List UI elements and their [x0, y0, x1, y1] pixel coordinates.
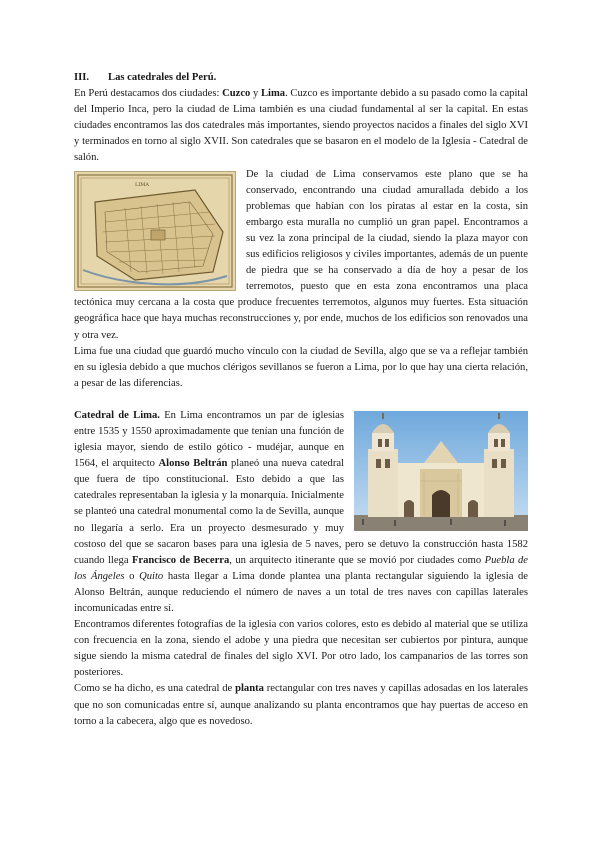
intro-lima: Lima	[260, 88, 286, 100]
svg-text:LIMA: LIMA	[135, 181, 150, 188]
document-body	[74, 70, 528, 730]
cathedral-photo-image	[354, 411, 528, 531]
catedral-heading: Catedral de Lima.	[74, 409, 160, 421]
lima-map-figure	[74, 171, 236, 291]
intro-text-2: y	[250, 88, 261, 100]
lima-map-image	[74, 171, 236, 291]
cathedral-photo-drawing	[354, 411, 528, 531]
intro-cuzco: Cuzco	[222, 88, 251, 100]
puebla-de-los-angeles: Puebla de los Ángeles	[74, 554, 528, 582]
catedral-text-1: En Lima encontramos un par de iglesias entre 1535 y 1550 aproximadamente que tenían una función de iglesia mayor, siendo de estilo gótico - mudéjar, aunque en 1564, el arquitecto	[74, 409, 344, 470]
section-title: Las catedrales del Perú.	[108, 72, 217, 83]
intro-text-1: En Perú destacamos dos ciudades:	[74, 88, 223, 100]
intro-text-3: . Cuzco es importante debido a su pasado como la capital del Imperio Inca, pero la ciudad de Lima también es una ciudad fundamental al ser la capital. En estas ciudades encontramos las dos catedrales más importantes, siendo proyectos nacidos a finales del siglo XVI y terminados en torno al siglo XVII. Son catedrales que se basaron en el modelo de la Iglesia - Catedral de salón.	[74, 88, 529, 164]
section-heading	[74, 70, 528, 86]
catedral-text-4: o	[124, 570, 140, 582]
paragraph-fotografias: Encontramos diferentes fotografías de la iglesia con varios colores, esto es debido al material que se utiliza con frecuencia en la zona, siendo el adobe y una piedra que necesitan ser cubiertos por pintura, aunque sigue siendo la misma catedral de finales del siglo XVI. Por otro lado, los campanarios de las torres son posteriores.	[74, 619, 528, 679]
paragraph-lima-sevilla: Lima fue una ciudad que guardó mucho vínculo con la ciudad de Sevilla, algo que se va a reflejar también en su iglesia debido a que muchos clérigos sevillanos se fueron a Lima, por lo que hay una cierta relación, a pesar de las diferencias.	[74, 345, 528, 389]
catedral-text-2: planeó una nueva catedral que fuera de tipo constitucional. Esto debido a que las catedrales representaban la iglesia y la monarquía. Inicialmente se planteó una catedral monumental como la de Sevilla, aunque no llegaría a serlo. Era un proyecto desmesurado y muy costoso del que se sacaron bases para una iglesia de 5 naves, pero se detuvo la construcción hasta 1582 cuando llega	[74, 458, 528, 566]
catedral-text-5: hasta llegar a Lima donde plantea una planta rectangular siguiendo la iglesia de Alonso Beltrán, aunque reduciendo el número de naves a un total de tres naves con capillas laterales incomunicadas entre sí.	[74, 570, 529, 614]
cathedral-photo-figure	[354, 411, 528, 531]
quito: Quito	[139, 570, 164, 582]
francisco-de-becerra: Francisco de Becerra	[131, 554, 230, 566]
paragraph-intro	[74, 86, 528, 166]
paragraph-lima-plan: De la ciudad de Lima conservamos este plano que se ha conservado, encontrando una ciudad amurallada debido a los problemas que habían con los piratas al estar en la costa, sin embargo esta muralla no cumplió un gran papel. Encontramos a su vez la zona principal de la ciudad, siendo la plaza mayor con sus edificios religiosos y civiles importantes, además de un puente de piedra que se ha conservado a día de hoy a pesar de los terremotos, puesto que en esta zona encontramos una placa tectónica muy cercana a la costa que produce frecuentes terremotos, algunos muy fuertes. Esta situación geográfica hace que haya muchas reconstrucciones y, por ende, muchos de los edificios son renovados una y otra vez.	[74, 168, 528, 341]
lima-map-drawing	[75, 172, 235, 290]
section-number: III.	[74, 72, 90, 83]
planta-text-2: rectangular con tres naves y capillas adosadas en los laterales que no son comunicadas entre sí, aunque analizando su planta encontramos que hay puertas de acceso en torno a la cabecera, algo que es novedoso.	[74, 683, 528, 727]
paragraph-planta	[74, 681, 528, 729]
catedral-text-3: , un arquitecto itinerante que se movió por ciudades como	[229, 554, 485, 566]
planta-bold: planta	[235, 683, 264, 695]
planta-text-1: Como se ha dicho, es una catedral de	[74, 683, 236, 695]
alonso-beltran: Alonso Beltrán	[158, 458, 228, 470]
